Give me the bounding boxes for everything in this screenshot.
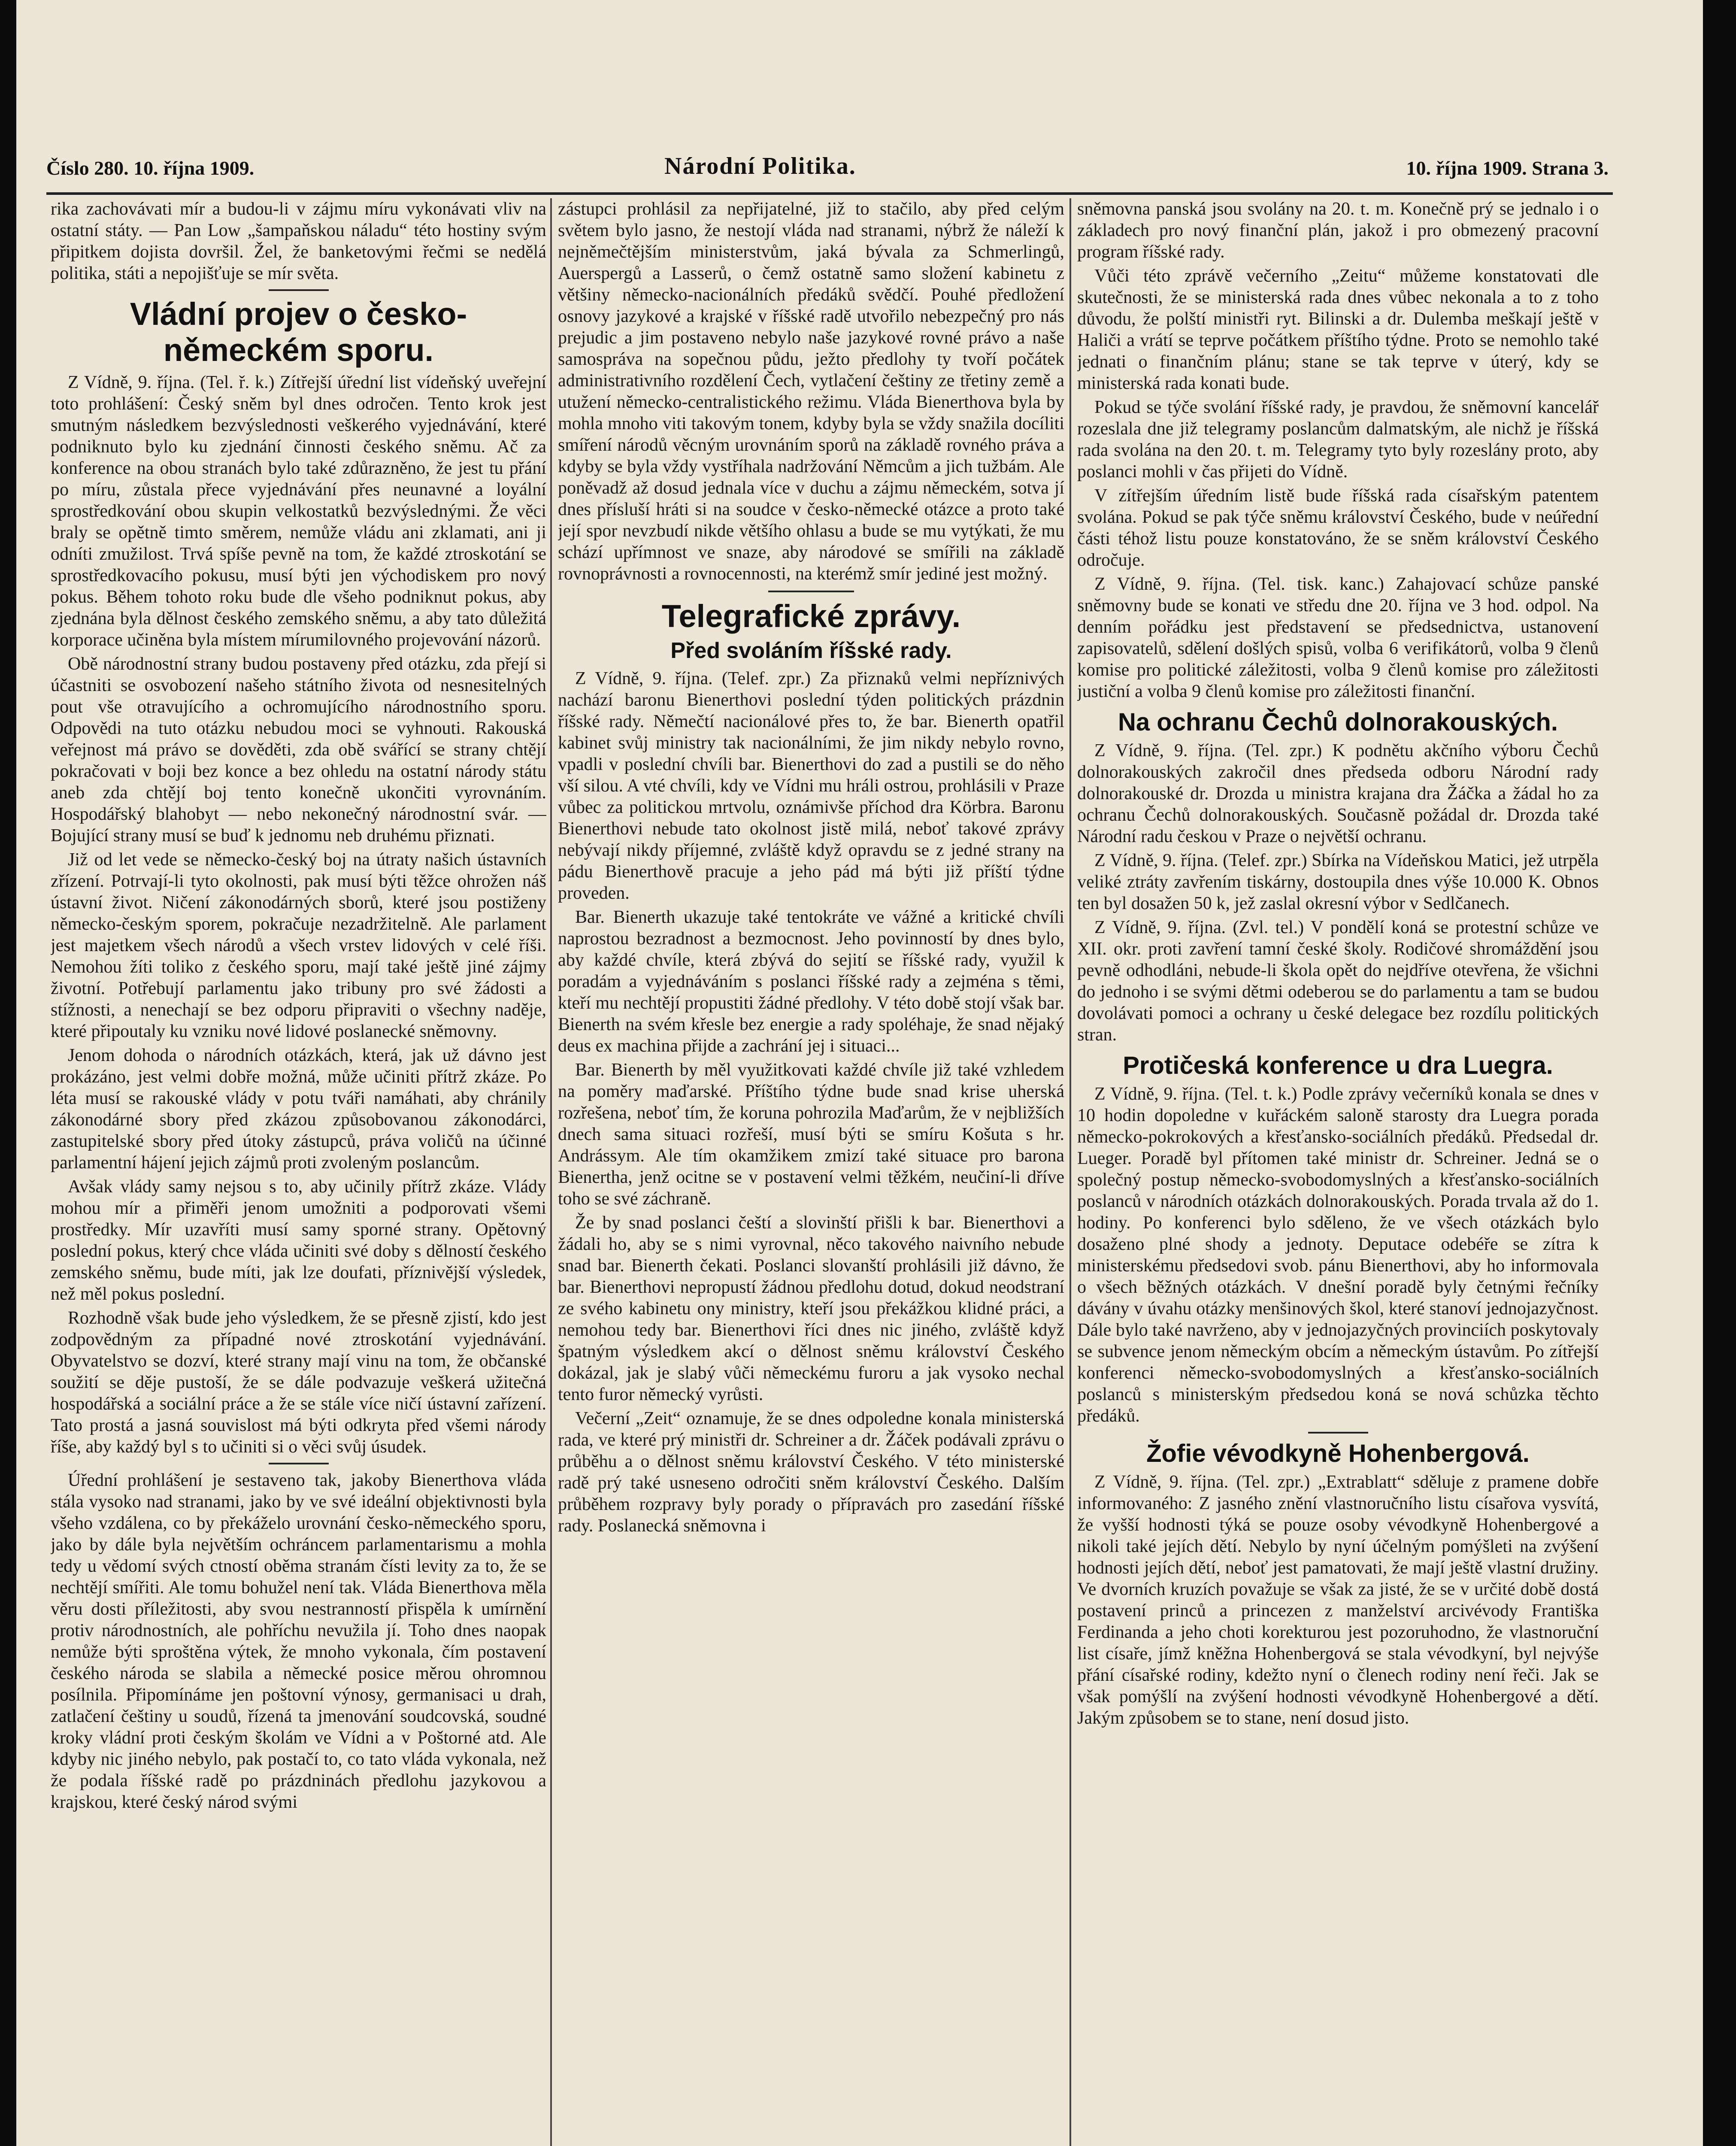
article-paragraph: Obě národnostní strany budou postaveny před otázku, zda přejí si účastniti se osvobození našeho státního života od nesnesitelných pout vše otravujícího a ochromujícího národnostního sporu. Odpovědi na tuto otázku nebudou moci se vyhnouti. Rakouská veřejnost má právo se dověděti, zda obě svářící se strany chtějí pokračovati v boji bez konce a bez ohledu na ostatní národy státu aneb zda chtějí boj tento konečně ukončiti vyrovnáním. Hospodářský blahobyt — nebo nekonečný národnostní svár. — Bojující strany musí se buď k jednomu neb druhému přiznati.	[51, 654, 546, 846]
article-title: Vládní projev o česko-německém sporu.	[130, 296, 467, 368]
article-paragraph: Večerní „Zeit“ oznamuje, že se dnes odpoledne konala ministerská rada, ve které prý ministři dr. Schreiner a dr. Žáček podávali zprávu o průběhu a o dělnost sněmu království Českého. V této ministerské radě prý také usneseno odročiti sněm království Českého. Dalším průběhem rozpravy byly porady o přípravách pro zasedání říšské rady. Poslanecká sněmovna i	[558, 1409, 1064, 1536]
article-paragraph: Z Vídně, 9. října. (Tel. zpr.) „Extrablatt“ sděluje z pramene dobře informovaného: Z jasného znění vlastnoručního listu císařova vysvítá, že vyšší hodnosti týká se pouze osoby vévodkyně Hohenbergové a nikoli také jejích dětí. Nebylo by nyní účelným pomýšleti na zvýšení hodnosti jejích dětí, neboť jest pamatovati, že mají ještě vlastní družiny. Ve dvorních kruzích považuje se však za jisté, že se v určité době dostá postavení princů a princezen z manželství arcivévody Františka Ferdinanda a jeho choti korekturou jest pozoruhodno, že vlastnoruční list císaře, jímž kněžna Hohenbergová se stala vévodkyní, byl nejvýše přání císařské rodiny, kdežto nyní o členech rodiny není řeči. Jak se však pomýšlí na zvýšení hodnosti vévodkyně Hohenbergové a dětí. Jakým způsobem se to stane, není dosud jisto.	[1077, 1472, 1599, 1728]
separator	[768, 591, 854, 592]
article-paragraph: Z Vídně, 9. října. (Tel. tisk. kanc.) Zahajovací schůze panské sněmovny bude se konati ve středu dne 20. října ve 3 hod. odpol. Na denním pořádku jest představení se předsednictva, ustanovení zapisovatelů, sdělení došlých spisů, volba 6 verifikátorů, volba 9 členů komise pro politické záležitosti, volba 9 členů komise pro záležitosti justiční a volba 9 členů komise pro záležitosti finanční.	[1077, 574, 1599, 701]
article-paragraph: sněmovna panská jsou svolány na 20. t. m. Konečně prý se jednalo i o základech pro nový finanční plán, jakož i pro obmezený pracovní program říšské rady.	[1077, 199, 1599, 262]
article-paragraph: Bar. Bienerth by měl využitkovati každé chvíle již také vzhledem na poměry maďarské. Příštího týdne bude snad krise uherská rozřešena, neboť tím, že koruna pohrozila Maďarům, že v nejbližších dnech sama situaci rozřeší, musí býti se smíru Košuta s hr. Andrássym. Ale tím okamžikem zmizí také situace pro barona Bienertha, jenž ocitne se v postavení velmi těžkém, neučiní-li dříve toho se své záchraně.	[558, 1060, 1064, 1209]
article-paragraph: Z Vídně, 9. října. (Tel. ř. k.) Zítřejší úřední list vídeňský uveřejní toto prohlášení: Český sněm byl dnes odročen. Tento krok jest smutným následkem bezvýslednosti veškerého vyjednávání, které podniknuto bylo ku zjednání činnosti českého sněmu. Ač za konference na obou stranách bylo také zdůrazněno, že jest tu přání po míru, zůstala přece vyjednávání přes neunavné a loyální sprostředkování obou skupin velkostatků bezvýslednými. Že věci braly se opětně timto směrem, nemůže vládu ani zklamati, ani ji odníti zmužilost. Trvá spíše pevně na tom, že každé ztroskotání se sprostředkovacího pokusu, musí býti jen východiskem pro nový pokus. Během tohoto roku bude dle všeho podniknut pokus, aby zjednána byla dělnost českého zemského sněmu, a aby tato důležitá korporace učiněna byla místem mírumilovného projevování názorů.	[51, 373, 546, 650]
section-title: Telegrafické zprávy.	[661, 598, 961, 634]
issue-number-date: Číslo 280. 10. října 1909.	[46, 157, 254, 179]
article-paragraph: Z Vídně, 9. října. (Telef. zpr.) Sbírka na Vídeňskou Matici, jež utrpěla veliké ztráty zavřením tiskárny, dostoupila dnes výše 10.000 K. Obnos ten byl dosažen 50 k, jež zaslal okresní výbor v Sedlčanech.	[1077, 851, 1599, 913]
column-divider	[1069, 198, 1071, 2146]
article-title: Protičeská konference u dra Luegra.	[1123, 1052, 1553, 1079]
article-paragraph: Z Vídně, 9. října. (Zvl. tel.) V pondělí koná se protestní schůze ve XII. okr. proti zavření tamní české školy. Rodičové shromáždění jsou pevně odhodláni, nebude-li škola opět do nejdříve otevřena, že všichni do jednoho i se svými dětmi odeberou se do parlamentu a tam se budou dovolávati pomoci a ochrany u české delegace bez rozdílu politických stran.	[1077, 918, 1599, 1045]
article-subtitle: Před svoláním říšské rady.	[670, 638, 952, 663]
article-paragraph: Úřední prohlášení je sestaveno tak, jakoby Bienerthova vláda stála vysoko nad stranami, jako by ve své ideální objektivnosti byla všeho vzdálena, co by překáželo urovnání česko-německého sporu, jako by dále byla největším ochráncem parlamentarismu a mohla tedy u vědomí svých ctností oběma stranám čísti levity za to, že se nechtějí smířiti. Ale tomu bohužel není tak. Vláda Bienerthova měla věru dosti příležitosti, aby svou nestranností přispěla k umírnění protiv národnostních, ale pohříchu nevužila jí. Toho dnes naopak nemůže býti sproštěna výtek, že mnoho vykonala, čím postavení českého národa se slabila a německé posice měrou ohromnou posílnila. Připomínáme jen poštovní výnosy, germanisaci u drah, zatlačení češtiny u soudů, řízená ta jmenování soudcovská, soudné kroky vládní proti českým školám ve Vídni a v Poštorné atd. Ale kdyby nic jiného nebylo, pak postačí to, co tato vláda vykonala, než že podala říšské radě po prázdninách předlohu jazykovou a krajskou, které český národ svými	[51, 1470, 546, 1812]
column-2	[558, 198, 1064, 2146]
article-paragraph: Z Vídně, 9. října. (Tel. zpr.) K podnětu akčního výboru Čechů dolnorakouských zakročil dnes předseda odboru Národní rady dolnorakouské dr. Drozda u ministra krajana dra Žáčka a žádal ho za ochranu Čechů dolnorakouských. Současně požádal dr. Drozda také Národní radu českou v Praze o největší ochranu.	[1077, 741, 1599, 846]
column-1	[51, 198, 546, 2146]
article-paragraph: Z Vídně, 9. října. (Telef. zpr.) Za přiznaků velmi nepříznivých nachází baronu Bienerthovi poslední týden politických prázdnin říšské rady. Němečtí nacionálové přes to, že bar. Bienerth opatřil kabinet svůj ministry tak nacionálními, že jim nikdy nebylo rovno, vpadli v poslední chvíli bar. Bienerthovi do zad a pustili se do něho vší silou. A vté chvíli, kdy ve Vídni mu hráli ostrou, prohlásili v Praze vůbec za politickou mrtvolu, oznámivše příchod dra Körbra. Baronu Bienerthovi nebude tato okolnost jistě milá, neboť takové zprávy nebývají nikdy příjemné, zvláště když opravdu se z jedné strany na pádu Bienerthově pracuje a jeho pád má býti již příští týdne proveden.	[558, 669, 1064, 903]
page-header	[46, 152, 1609, 191]
article-continuation: rika zachovávati mír a budou-li v zájmu míru vykonávati vliv na ostatní státy. — Pan Low „šampaňskou náladu“ této hostiny svým připitkem dojista dovršil. Žel, že banketovými řečmi se nedělá politika, státi a nepojišťuje se mír světa.	[51, 199, 546, 283]
article-paragraph: Již od let vede se německo-český boj na útraty našich ústavních zřízení. Potrvají-li tyto okolnosti, pak musí býti těžce ohrožen náš ústavní život. Ničení zákonodárných sborů, které jsou postiženy německo-českým sporem, pokračuje nezadržitelně. Ale parlament jest majetkem všech národů a všech vrstev lidových v celé říši. Nemohou žíti toliko z českého sporu, mají také ještě jiné zájmy životní. Potřebují parlamentu jako tribuny pro své žádosti a stížnosti, a nenechají se bez odporu připraviti o všechny naděje, které připoutaly ku vzniku nové lidové poslanecké sněmovny.	[51, 850, 546, 1041]
masthead-title: Národní Politika.	[664, 153, 856, 179]
separator	[269, 1463, 329, 1464]
newspaper-page	[16, 0, 1703, 2146]
article-paragraph: V zítřejším úředním listě bude říšská rada císařským patentem svolána. Pokud se pak týče sněmu království Českého, bude v neúřední části téhož listu pouze konstatováno, že se sněm království Českého odročuje.	[1077, 486, 1599, 570]
article-paragraph: Pokud se týče svolání říšské rady, je pravdou, že sněmovní kancelář rozeslala dne již telegramy poslancům dalmatským, ale nichž je říšská rada svolána na den 20. t. m. Telegramy tyto byly rozeslány proto, aby poslanci mohli v čas přijeti do Vídně.	[1077, 397, 1599, 482]
header-rule	[46, 192, 1613, 195]
article-paragraph: Z Vídně, 9. října. (Tel. t. k.) Podle zprávy večerníků konala se dnes v 10 hodin dopoledne v kuřáckém saloně starosty dra Luegra porada německo-pokrokových a křesťansko-sociálních předáků. Předsedal dr. Lueger. Poradě byl přítomen také ministr dr. Schreiner. Jedná se o společný postup německo-svobodomyslných a křesťansko-sociálních poslanců v národních otázkách dolnorakouských. Porada trvala až do 1. hodiny. Po konferenci bylo sděleno, že ve všech otázkách bylo dosaženo plné shody a jednoty. Deputace odebéře se zítra k ministerskému předsedovi svob. pánu Bienerthovi, aby ho informovala o všech běžných otázkách. V dnešní poradě byly četnými řečníky dávány v úvahu otázky menšinových škol, které stanoví jednojazyčnost. Dále bylo také navrženo, aby v jednojazyčných provinciích poskytovaly se subvence jenom německým obcím a německým ústavům. Po zítřejší konferenci německo-svobodomyslných a křesťansko-sociálních poslanců s ministerským předsedou koná se nová schůzka těchto předáků.	[1077, 1084, 1599, 1426]
article-title: Na ochranu Čechů dolnorakouských.	[1118, 708, 1558, 736]
article-title: Žofie vévodkyně Hohenbergová.	[1146, 1440, 1530, 1467]
column-divider	[550, 198, 552, 2146]
article-paragraph: Avšak vlády samy nejsou s to, aby učinily přítrž zkáze. Vlády mohou mír a přiměři jenom umožniti a podporovati všemi prostředky. Mír uzavříti musí samy sporné strany. Opětovný poslední pokus, který chce vláda učiniti své doby s dělností českého zemského sněmu, bude míti, jak lze doufati, příznivější výsledek, než měl pokus poslední.	[51, 1177, 546, 1304]
article-paragraph: zástupci prohlásil za nepřijatelné, již to stačilo, aby před celým světem bylo jasno, že nestojí vláda nad stranami, nýbrž že náleží k nejněmečtějším ministerstvům, jaká bývala za Schmerlingů, Auerspergů a Lasserů, o čemž ostatně samo složení kabinetu z většiny německo-nacionálních předáků svědčí. Pouhé předložení osnovy jazykové a krajské v říšské radě utvořilo nebezpečný pro nás prejudic a jim postaveno nebylo naše jazykové rovné právo a naše samospráva na sopečnou půdu, ježto předlohy ty tvoří počátek administrativního rozdělení Čech, vytlačení češtiny ze třetiny země a utužení německo-centralistického režimu. Vláda Bienerthova byla by mohla mnoho viti takovým tonem, kdyby byla se vždy snažila docíliti smíření národů věcným urovnáním sporů na základě rovného práva a kdyby se byla vždy vystříhala nadržování Němcům a jich tužbám. Ale poněvadž až dosud jednala více v duchu a zájmu německém, sotva jí dnes přísluší hráti si na soudce v česko-německé otázce a proto také její spor nevzbudí nikde většího ohlasu a bude se mu vytýkati, že mu schází upřímnost ve snaze, aby národové se smířili na základě rovnoprávnosti a rovnocennosti, na kterémž smír jediné jest možný.	[558, 199, 1064, 584]
article-paragraph: Bar. Bienerth ukazuje také tentokráte ve vážné a kritické chvíli naprostou bezradnost a bezmocnost. Jeho povinností by dnes bylo, aby každé chvíle, která zbývá do sejití se říšské rady, využil k poradám a vyjednáváním s poslanci říšské rady a zejména s těmi, kteří mu nechtějí propustiti žádné předlohy. V této době stojí však bar. Bienerth na svém křesle bez energie a rady spoléhaje, že snad nějaký deus ex machina přijde a zachrání jej i situaci...	[558, 907, 1064, 1056]
separator	[1308, 1432, 1368, 1434]
article-paragraph: Jenom dohoda o národních otázkách, která, jak už dávno jest prokázáno, jest velmi dobře možná, může učiniti přítrž zkáze. Po léta musí se rakouské vlády v potu tváři namáhati, aby chránily zákonodárné sbory před zkázou způsobovanou zákonodárci, zastupitelské sbory před útoky zástupců, práva voličů na účinné parlamentní hájení jejich zájmů proti zvoleným poslancům.	[51, 1046, 546, 1173]
article-paragraph: Rozhodně však bude jeho výsledkem, že se přesně zjistí, kdo jest zodpovědným za případné nové ztroskotání vyjednávání. Obyvatelstvo se dozví, které strany mají vinu na tom, že občanské soužití se děje pustoší, že se dále podvazuje veškerá užitečná hospodářská a sociální práce a že se stále více ničí ústavní zařízení. Tato prostá a jasná souvislost má býti odkryta před všemi národy říše, aby každý byl s to učiniti si o věci svůj úsudek.	[51, 1308, 546, 1457]
article-paragraph: Že by snad poslanci čeští a slovinští přišli k bar. Bienerthovi a žádali ho, aby se s nimi vyrovnal, něco takového naivního nebude snad bar. Bienerth čekati. Poslanci slovanští prohlásili již dávno, že bar. Bienerthovi nepropustí žádnou předlohu dotud, dokud neodstraní ze svého kabinetu ony ministry, kteří jsou překážkou klidné práci, a nemohou tedy bar. Bienerthovi říci dnes nic jiného, zvláště když špatným výsledkem akcí o dělnost sněmu království Českého dokázal, jak je slabý vůči německému furoru a jak vysoko nechal tento furor německý vyrůsti.	[558, 1213, 1064, 1404]
article-paragraph: Vůči této zprávě večerního „Zeitu“ můžeme konstatovati dle skutečnosti, že se ministerská rada dnes vůbec nekonala a to z toho důvodu, že polští ministři ryt. Bilinski a dr. Dulemba meškají ještě v Haliči a vrátí se teprve počátkem příštího týdne. Proto se nemohlo také jednati o finančním plánu; stane se tak teprve v úterý, kdy se ministerská rada konati bude.	[1077, 266, 1599, 393]
date-page-number: 10. října 1909. Strana 3.	[1406, 157, 1609, 179]
column-3	[1077, 198, 1599, 2146]
separator	[269, 289, 329, 291]
